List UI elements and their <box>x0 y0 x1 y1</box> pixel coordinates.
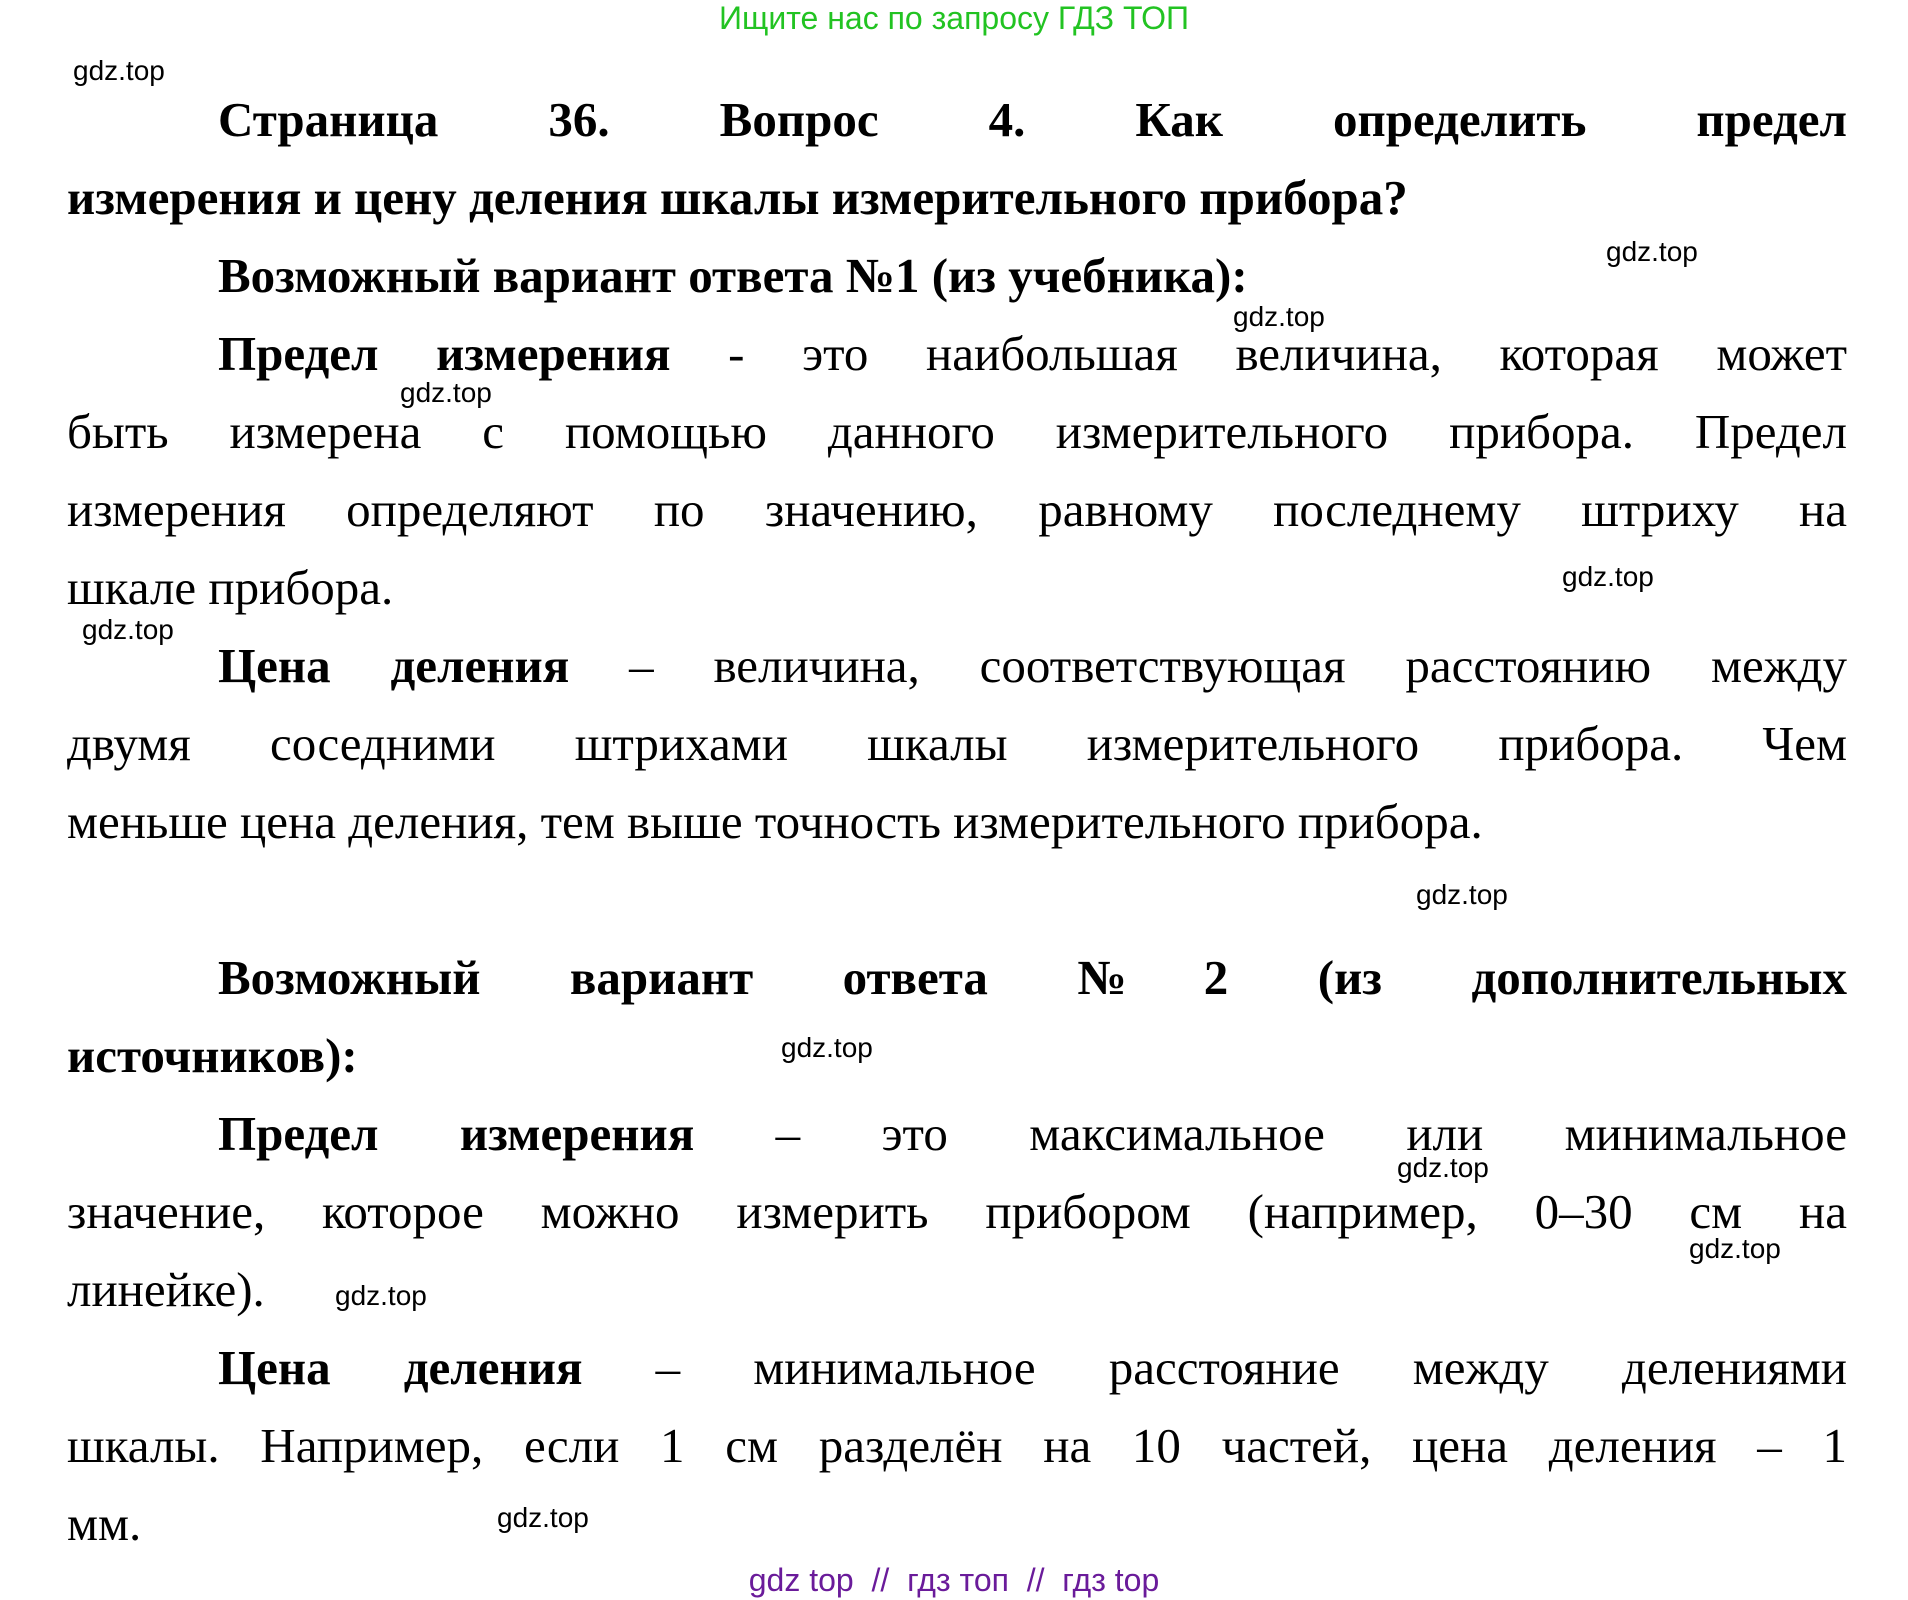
term: Цена деления <box>218 1340 583 1395</box>
search-hint-banner: Ищите нас по запросу ГДЗ ТОП <box>719 0 1189 36</box>
watermark: gdz.top <box>400 377 492 408</box>
watermark: gdz.top <box>1689 1233 1781 1264</box>
term: Предел измерения <box>218 1106 695 1161</box>
watermark: gdz.top <box>1397 1152 1489 1183</box>
answer1-p2-line-1 <box>67 627 1847 705</box>
watermark: gdz.top <box>1606 236 1698 267</box>
watermark: gdz.top <box>781 1032 873 1063</box>
answer1-heading: Возможный вариант ответа №1 (из учебника): <box>218 248 1248 303</box>
answer2-p1-line-1 <box>67 1095 1847 1173</box>
term: Предел измерения <box>218 326 671 381</box>
answer2-p2-line-1 <box>67 1329 1847 1407</box>
spacer <box>67 861 1847 939</box>
definition-text: – это максимальное или минимальное <box>694 1106 1848 1161</box>
answer2-p1-line-2: значение, которое можно измерить прибором (например, 0–30 см на <box>67 1184 1847 1239</box>
definition-text: – величина, соответствующая расстоянию между <box>569 638 1847 693</box>
definition-text: – минимальное расстояние между делениями <box>582 1340 1847 1395</box>
answer1-p2-line-2: двумя соседними штрихами шкалы измерительного прибора. Чем <box>67 716 1847 771</box>
watermark: gdz.top <box>1416 879 1508 910</box>
answer1-p1-line-1 <box>67 315 1847 393</box>
answer2-p2-line-2: шкалы. Например, если 1 см разделён на 10 частей, цена деления – 1 <box>67 1418 1847 1473</box>
footer-links: gdz top // гдз топ // гдз top <box>748 1562 1160 1598</box>
watermark: gdz.top <box>1562 561 1654 592</box>
answer1-p1-line-2: быть измерена с помощью данного измерительного прибора. Предел <box>67 404 1847 459</box>
answer1-p2-line-3: меньше цена деления, тем выше точность измерительного прибора. <box>67 794 1483 849</box>
answer1-p1-line-3: измерения определяют по значению, равному последнему штриху на <box>67 482 1847 537</box>
answer2-p2-line-3: мм. <box>67 1496 142 1551</box>
term: Цена деления <box>218 638 570 693</box>
answer1-p1-line-4: шкале прибора. <box>67 560 394 615</box>
question-title-line-2: измерения и цену деления шкалы измерительного прибора? <box>67 170 1408 225</box>
question-title-line-1: Страница 36. Вопрос 4. Как определить предел <box>218 92 1847 147</box>
answer2-heading-line-1: Возможный вариант ответа №2 (из дополнительных <box>218 950 1847 1005</box>
answer2-heading-line-2: источников): <box>67 1028 358 1083</box>
watermark: gdz.top <box>82 614 174 645</box>
answer2-p1-line-3: линейке). <box>67 1262 265 1317</box>
answer-document <box>67 81 1847 1563</box>
watermark: gdz.top <box>497 1502 589 1533</box>
watermark: gdz.top <box>335 1280 427 1311</box>
definition-text: - это наибольшая величина, которая может <box>670 326 1847 381</box>
watermark: gdz.top <box>1233 301 1325 332</box>
watermark: gdz.top <box>73 55 165 86</box>
